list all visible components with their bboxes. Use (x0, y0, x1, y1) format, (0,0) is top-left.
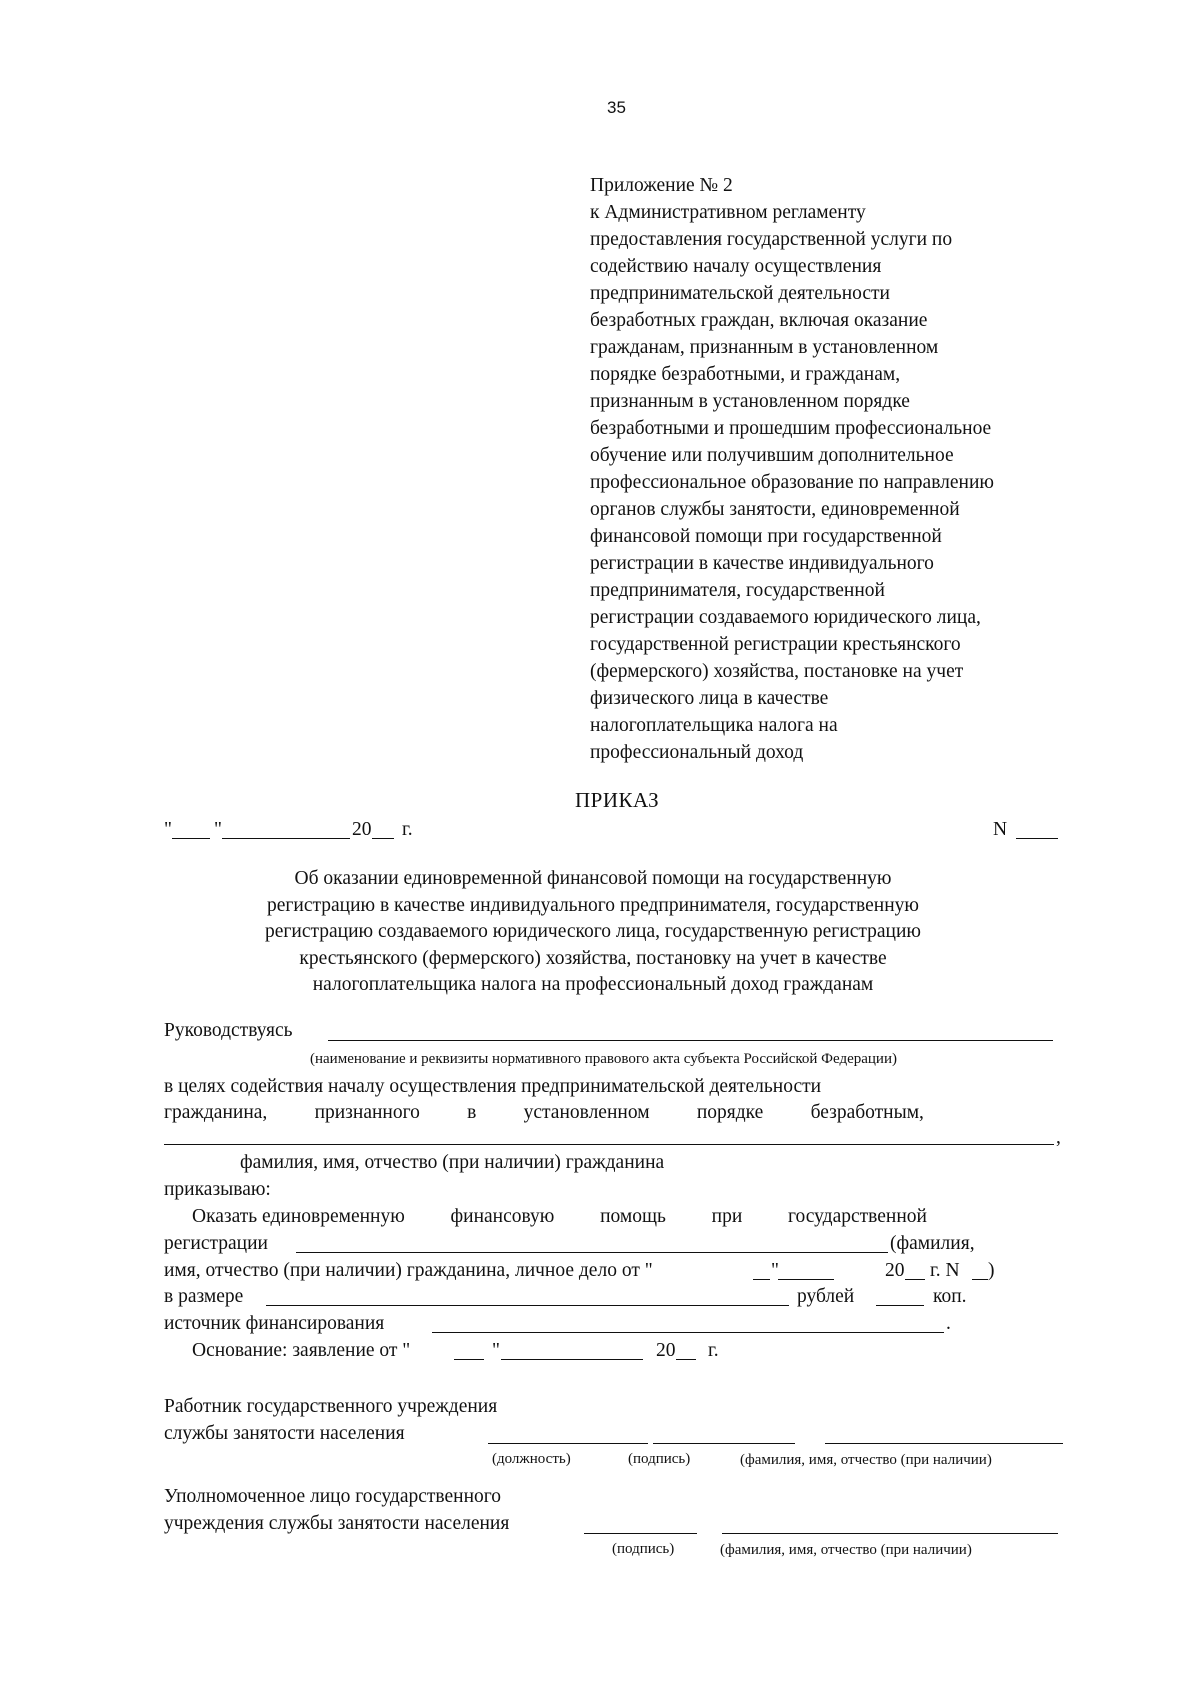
authorized-line1: Уполномоченное лицо государственного (164, 1486, 502, 1507)
appendix-line: порядке безработными, и гражданам, (590, 364, 901, 385)
provide-word: при (711, 1206, 743, 1227)
citizen-name-blank (164, 1144, 1054, 1145)
case-year-blank (905, 1279, 925, 1280)
trailing-comma: , (1056, 1127, 1061, 1148)
source-blank (432, 1332, 944, 1333)
order-heading: ПРИКАЗ (575, 788, 660, 812)
date-year-prefix: 20 (352, 819, 372, 840)
worker-line2: службы занятости населения (164, 1423, 405, 1444)
authorized-fio-blank (722, 1533, 1058, 1534)
purpose-line2 (164, 1099, 924, 1126)
date-month-blank (222, 838, 350, 839)
case-month-blank (778, 1279, 834, 1280)
appendix-line: предпринимательской деятельности (590, 283, 890, 304)
appendix-line: гражданам, признанным в установленном (590, 337, 939, 358)
case-number-blank (972, 1279, 988, 1280)
appendix-block (590, 172, 994, 766)
purpose-word: гражданина, (164, 1102, 268, 1123)
basis-suffix: г. (708, 1340, 719, 1361)
fio-quote-close: " (771, 1260, 779, 1281)
basis-quote-close: " (492, 1340, 500, 1361)
fio-close: ) (988, 1260, 995, 1281)
appendix-line: к Административном регламенту (590, 202, 866, 223)
appendix-line: финансовой помощи при государственной (590, 526, 942, 547)
provide-word: финансовую (450, 1206, 555, 1227)
fio-year: 20 (885, 1260, 905, 1281)
worker-fio-blank (825, 1443, 1063, 1444)
date-quote-close: " (214, 819, 222, 840)
fio-number-label: г. N (930, 1260, 960, 1281)
registration-label: регистрации (164, 1233, 268, 1254)
appendix-line: безработных граждан, включая оказание (590, 310, 928, 331)
authorized-line2: учреждения службы занятости населения (164, 1513, 510, 1534)
citizen-hint: фамилия, имя, отчество (при наличии) гражданина (240, 1152, 665, 1173)
appendix-line: (фермерского) хозяйства, постановке на учет (590, 661, 964, 682)
appendix-line: обучение или получившим дополнительное (590, 445, 954, 466)
appendix-line: органов службы занятости, единовременной (590, 499, 960, 520)
appendix-line: регистрации создаваемого юридического лица, (590, 607, 981, 628)
basis-year: 20 (656, 1340, 676, 1361)
amount-label: в размере (164, 1286, 244, 1307)
source-label: источник финансирования (164, 1313, 385, 1334)
purpose-word: порядке (696, 1102, 764, 1123)
worker-signature-blank (653, 1443, 795, 1444)
kopecks-blank (876, 1305, 924, 1306)
appendix-line: предпринимателя, государственной (590, 580, 885, 601)
case-day-blank (753, 1279, 770, 1280)
worker-hint-fio: (фамилия, имя, отчество (при наличии) (740, 1452, 992, 1468)
purpose-word: установленном (523, 1102, 650, 1123)
worker-hint-signature: (подпись) (628, 1451, 691, 1467)
provide-word: Оказать единовременную (192, 1206, 405, 1227)
date-year-blank (372, 838, 394, 839)
registration-blank (296, 1252, 888, 1253)
order-word: приказываю: (164, 1179, 271, 1200)
worker-position-blank (488, 1443, 648, 1444)
appendix-line: содействию началу осуществления (590, 256, 882, 277)
title-line: регистрацию создаваемого юридического лица, государственную регистрацию (265, 921, 921, 942)
page-number: 35 (607, 98, 626, 117)
order-number-blank (1016, 838, 1058, 839)
title-line: налогоплательщика налога на профессиональный доход гражданам (312, 974, 874, 995)
appendix-line: налогоплательщика налога на (590, 715, 838, 736)
appendix-line: предоставления государственной услуги по (590, 229, 953, 250)
basis-day-blank (454, 1359, 484, 1360)
authorized-hint-signature: (подпись) (612, 1541, 675, 1557)
guided-by-label: Руководствуясь (164, 1020, 293, 1041)
appendix-line: государственной регистрации крестьянского (590, 634, 961, 655)
title-line: Об оказании единовременной финансовой помощи на государственную (294, 868, 892, 889)
purpose-word: в (467, 1102, 477, 1123)
appendix-line: Приложение № 2 (590, 175, 733, 196)
source-end: . (946, 1313, 951, 1334)
appendix-line: безработными и прошедшим профессиональное (590, 418, 992, 439)
basis-label: Основание: заявление от " (192, 1340, 411, 1361)
fio-line: имя, отчество (при наличии) гражданина, личное дело от " (164, 1260, 653, 1281)
provide-line (192, 1203, 927, 1230)
provide-word: помощь (600, 1206, 666, 1227)
date-day-blank (172, 838, 210, 839)
basis-year-blank (676, 1359, 696, 1360)
appendix-line: регистрации в качестве индивидуального (590, 553, 934, 574)
fio-open: (фамилия, (890, 1233, 975, 1254)
authorized-signature-blank (584, 1533, 697, 1534)
purpose-word: признанного (314, 1102, 420, 1123)
purpose-line1: в целях содействия началу осуществления предпринимательской деятельности (164, 1076, 822, 1097)
order-title (150, 865, 1036, 998)
worker-line1: Работник государственного учреждения (164, 1396, 498, 1417)
guided-by-hint: (наименование и реквизиты нормативного правового акта субъекта Российской Федерации) (310, 1051, 897, 1067)
guided-by-blank (328, 1040, 1053, 1041)
kopecks-label: коп. (933, 1286, 967, 1307)
appendix-line: профессиональное образование по направлению (590, 472, 994, 493)
amount-blank (266, 1305, 789, 1306)
order-number-label: N (993, 819, 1008, 840)
appendix-line: признанным в установленном порядке (590, 391, 910, 412)
date-year-suffix: г. (402, 819, 413, 840)
date-quote-open: " (164, 819, 172, 840)
rubles-label: рублей (797, 1286, 855, 1307)
appendix-line: профессиональный доход (590, 742, 804, 763)
title-line: крестьянского (фермерского) хозяйства, постановку на учет в качестве (299, 947, 887, 969)
basis-month-blank (501, 1359, 643, 1360)
appendix-line: физического лица в качестве (590, 688, 829, 709)
authorized-hint-fio: (фамилия, имя, отчество (при наличии) (720, 1542, 972, 1558)
worker-hint-position: (должность) (492, 1451, 571, 1467)
title-line: регистрацию в качестве индивидуального предпринимателя, государственную (266, 894, 919, 916)
purpose-word: безработным, (810, 1102, 924, 1123)
provide-word: государственной (787, 1206, 927, 1227)
